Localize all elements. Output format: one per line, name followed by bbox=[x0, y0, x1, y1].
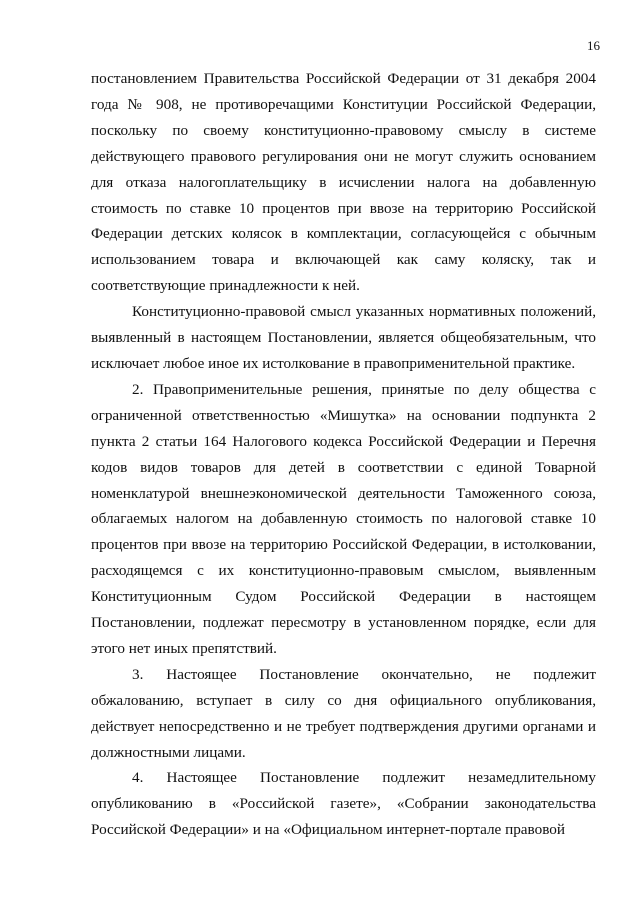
paragraph-continuation: постановлением Правительства Российской Федерации от 31 декабря 2004 года № 908, не противоречащими Конституции Российской Федерации, поскольку по своему конституционно-правовому смыслу в системе действующего правового регулирования они не могут служить основанием для отказа налогоплательщику в исчислении налога на добавленную стоимость по ставке 10 процентов при ввозе на территорию Российской Федерации детских колясок в комплектации, согласующейся с обычным использованием товара и включающей как саму коляску, так и соответствующие принадлежности к ней. bbox=[91, 70, 596, 295]
page-number: 16 bbox=[587, 38, 600, 53]
paragraph-constitutional-meaning: Конституционно-правовой смысл указанных нормативных положений, выявленный в настоящем Постановлении, является общеобязательным, что исключает любое иное их истолкование в правоприменительной практике. bbox=[91, 303, 596, 372]
paragraph-item-2: 2. Правоприменительные решения, принятые по делу общества с ограниченной ответственностью «Мишутка» на основании подпункта 2 пункта 2 статьи 164 Налогового кодекса Российской Федерации и Перечня кодов видов товаров для детей в соответствии с единой Товарной номенклатурой внешнеэкономической деятельности Таможенного союза, облагаемых налогом на добавленную стоимость по налоговой ставке 10 процентов при ввозе на территорию Российской Федерации, в истолковании, расходящемся с их конституционно-правовым смыслом, выявленным Конституционным Судом Российской Федерации в настоящем Постановлении, подлежат пересмотру в установленном порядке, если для этого нет иных препятствий. bbox=[91, 380, 596, 657]
document-body bbox=[91, 66, 596, 843]
paragraph-item-4: 4. Настоящее Постановление подлежит незамедлительному опубликованию в «Российской газете», «Собрании законодательства Российской Федерации» и на «Официальном интернет-портале правовой bbox=[91, 769, 596, 839]
paragraph-item-3: 3. Настоящее Постановление окончательно, не подлежит обжалованию, вступает в силу со дня официального опубликования, действует непосредственно и не требует подтверждения другими органами и должностными лицами. bbox=[91, 665, 596, 761]
